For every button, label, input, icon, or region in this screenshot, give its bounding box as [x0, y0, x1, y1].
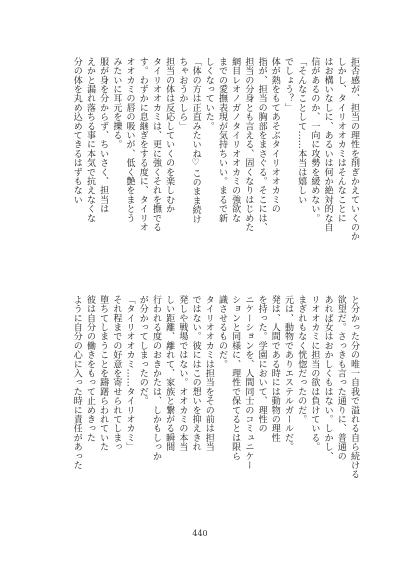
text-line: えかと漏れ落ちる事に本気で抗えなくな — [84, 57, 95, 223]
text-line: ニケーションを、人間同士のコミュニケー — [243, 295, 254, 470]
text-line: 識させるものだ。 — [216, 295, 227, 369]
text-line: はお構いなしに、あるいは何か絶対的な自 — [322, 57, 333, 232]
text-line: あれば女はおかしくもはない。しかし、 — [322, 295, 333, 461]
text-line: 担当の分身とも言える、固くなりはじめた — [243, 57, 254, 232]
text-line: 発しや戦場ではない。オオカミの本当 — [177, 295, 188, 452]
text-line: 網目レオノガノタイリオオカミの強欲な — [230, 57, 241, 223]
text-line: 堕ちてしまうことを躊躇らわれていた — [98, 295, 109, 452]
text-line: 行われる度のおきかたは、しかもしっか — [150, 295, 161, 461]
text-line: が分かってしまったのだ。 — [137, 295, 148, 406]
lower-text-block — [40, 295, 360, 503]
text-line: 担当の体は反応していくのを楽しむか — [164, 57, 175, 214]
text-line: 欲望だ。さっきも言った通りに、普通の — [335, 295, 346, 461]
text-line: 服が身を分からず、ちいさく、担当は — [98, 57, 109, 214]
text-line: す。わずかに息継ぎをする度に、タイリオ — [137, 57, 148, 232]
text-line: ちゃおうかしら」 — [177, 57, 188, 131]
text-line: ションと同様に、理性で保てるとは限ら — [230, 295, 241, 461]
text-line: しくなっていた。 — [203, 57, 214, 131]
text-line: 彼は自分の働きをもって止めきった — [84, 295, 95, 443]
text-line: 拒否感が、担当の理性を削ぎかえていくのか — [349, 57, 359, 241]
upper-text-block — [40, 57, 360, 265]
text-line: 「そんなことして……本当は嬉しい — [296, 57, 307, 205]
text-line: 元は、動物でありエステルガールだ。 — [282, 295, 293, 452]
text-line: 体が熱をもてあそぶタイリオオカミの — [269, 57, 280, 214]
text-line: タイリオオカミは担当をその前は担当 — [203, 295, 214, 452]
text-line: でしょう？」 — [282, 57, 293, 113]
text-line: みたいに耳元を擽る。 — [111, 57, 122, 149]
text-line: までの愛撫表現が気持ちいい。まるで新 — [216, 57, 227, 223]
text-line: まぎれもなく恍惚だったのだ。 — [296, 295, 307, 424]
text-line: ではない。彼にはこの想いを抑えきれ — [190, 295, 201, 452]
text-line: 「体の方は正直みたいね♡このまま続け — [190, 57, 201, 224]
text-line: 信があるのか、一向に攻勢を緩めない。 — [309, 57, 320, 223]
text-line: と分かった分の唯一自我で溢れる自ら続ける — [349, 295, 359, 479]
text-line: それ程までの好意を寄せられてしまっ — [111, 295, 122, 452]
text-line: 分の体を丸め込めてきるはずもない — [71, 57, 82, 205]
text-line: を持った。学園において、理性の — [256, 295, 267, 433]
text-line: 指が、担当の胸部をまさぐる。そこには、 — [256, 57, 267, 232]
text-line: オオカミの唇の吸いが、低く艶をまとう — [124, 57, 135, 223]
text-line: リオオカミに担当の欲は負けている。 — [309, 295, 320, 452]
page-number: 440 — [192, 529, 208, 538]
text-line: しかし、タイリオオカミはそんなことに — [335, 57, 346, 223]
text-line: ように自分の心に入った時に責任があった — [71, 295, 82, 470]
text-line: しい距離、離れて、家族と繋がる瞬間 — [164, 295, 175, 452]
text-line: タイリオオカミは、更に強くそれを撫でる — [150, 57, 161, 232]
text-line: 発は、人間である時には動物の理性 — [269, 295, 280, 443]
text-line: 「タイリオオカミ……タイリオカミ」 — [124, 295, 135, 452]
